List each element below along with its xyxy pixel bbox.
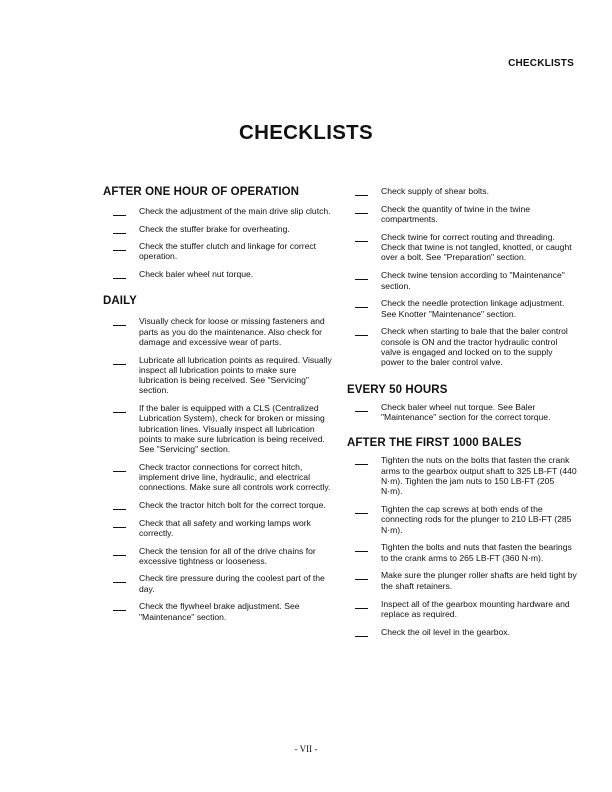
checklist-item bbox=[347, 204, 577, 225]
checklist-item-text: Check baler wheel nut torque. bbox=[139, 269, 254, 280]
checklist-item bbox=[347, 627, 577, 637]
checklist-item-text: Check twine for correct routing and threading. Check that twine is not tangled, knotted, or caught over a bolt. See "Preparation" section. bbox=[381, 231, 572, 263]
checklist-item bbox=[347, 402, 577, 423]
checklist-item-text: Check when starting to bale that the baler control console is ON and the tractor hydraulic control valve is engaged and locked on to the supply power to the baler control valve. bbox=[381, 326, 568, 368]
checklist-item bbox=[103, 546, 335, 567]
checklist-item bbox=[347, 455, 577, 496]
checklist-item bbox=[103, 269, 335, 279]
check-blank bbox=[113, 462, 126, 472]
check-blank bbox=[355, 232, 368, 242]
checklist-item-text: Check tire pressure during the coolest part of the day. bbox=[139, 573, 325, 594]
check-blank bbox=[113, 269, 126, 279]
check-blank bbox=[113, 224, 126, 234]
checklist-item-text: Check twine tension according to "Maintenance" section. bbox=[381, 270, 565, 291]
check-blank bbox=[355, 627, 368, 637]
checklist-item-text: Check the tractor hitch bolt for the correct torque. bbox=[139, 500, 326, 511]
checklist-item-text: Lubricate all lubrication points as required. Visually inspect all lubrication points to make sure lubrication is being received. See "Servicing" section. bbox=[139, 354, 332, 396]
page-number: - VII - bbox=[294, 744, 318, 754]
checklist-item bbox=[103, 500, 335, 510]
checklist-item bbox=[103, 462, 335, 493]
checklist-item bbox=[347, 504, 577, 535]
checklist-item bbox=[103, 355, 335, 396]
check-blank bbox=[113, 403, 126, 413]
checklist-item-text: Check the flywheel brake adjustment. See "Maintenance" section. bbox=[139, 601, 300, 622]
checklist-item-text: Tighten the cap screws at both ends of the connecting rods for the plunger to 210 LB-FT (285 N·m). bbox=[381, 503, 572, 535]
check-blank bbox=[355, 298, 368, 308]
checklist-item-text: Check the stuffer brake for overheating. bbox=[139, 223, 290, 234]
check-blank bbox=[355, 455, 368, 465]
right-column bbox=[347, 186, 577, 644]
checklist-item bbox=[103, 316, 335, 347]
running-header: CHECKLISTS bbox=[508, 58, 574, 69]
checklist-item-text: Visually check for loose or missing fasteners and parts as you do the maintenance. Also check for damage and excessive wear of parts. bbox=[139, 316, 325, 347]
checklist-item-text: Check the tension for all of the drive chains for excessive tightness or looseness. bbox=[139, 545, 316, 566]
check-blank bbox=[113, 500, 126, 510]
checklist-item bbox=[347, 298, 577, 319]
check-blank bbox=[113, 601, 126, 611]
checklist-item-text: Check that all safety and working lamps work correctly. bbox=[139, 517, 311, 538]
check-blank bbox=[113, 573, 126, 583]
check-blank bbox=[355, 270, 368, 280]
checklist-item-text: Check the quantity of twine in the twine compartments. bbox=[381, 203, 531, 225]
checklist-item bbox=[347, 570, 577, 591]
checklist-item-text: Tighten the bolts and nuts that fasten the bearings to the crank arms to 265 LB-FT (360 N·m). bbox=[381, 542, 572, 563]
checklist-item-text: Check the needle protection linkage adjustment. See Knotter "Maintenance" section. bbox=[381, 298, 565, 319]
check-blank bbox=[113, 518, 126, 528]
check-blank bbox=[355, 542, 368, 552]
left-column bbox=[103, 186, 335, 629]
check-blank bbox=[355, 326, 368, 336]
checklist-item bbox=[347, 326, 577, 367]
section-heading-after-one-hour: AFTER ONE HOUR OF OPERATION bbox=[103, 186, 300, 198]
check-blank bbox=[355, 204, 368, 214]
check-blank bbox=[355, 504, 368, 514]
checklist-item bbox=[103, 224, 335, 234]
checklist-item bbox=[103, 601, 335, 622]
checklist-item-text: Make sure the plunger roller shafts are held tight by the shaft retainers. bbox=[381, 570, 577, 591]
checklist-item bbox=[103, 206, 335, 216]
check-blank bbox=[113, 241, 126, 251]
section-heading-daily: DAILY bbox=[103, 295, 137, 308]
checklist-item bbox=[103, 403, 335, 454]
section-heading-every-50-hours: EVERY 50 HOURS bbox=[347, 383, 448, 396]
checklist-item-text: Check the oil level in the gearbox. bbox=[381, 626, 510, 637]
check-blank bbox=[355, 599, 368, 609]
checklist-item bbox=[103, 573, 335, 594]
check-blank bbox=[113, 355, 126, 365]
page-title: CHECKLISTS bbox=[239, 121, 373, 144]
checklist-item bbox=[103, 518, 335, 539]
checklist-item-text: Inspect all of the gearbox mounting hardware and replace as required. bbox=[381, 598, 570, 619]
checklist-item-text: Check tractor connections for correct hitch, implement drive line, hydraulic, and electrical connections. Make sure all controls work correctly. bbox=[139, 461, 331, 493]
check-blank bbox=[113, 546, 126, 556]
checklist-item bbox=[347, 599, 577, 620]
checklist-item bbox=[347, 232, 577, 263]
check-blank bbox=[113, 206, 126, 216]
section-heading-after-first-1000-bales: AFTER THE FIRST 1000 BALES bbox=[347, 437, 522, 450]
checklist-item-text: Tighten the nuts on the bolts that fasten the crank arms to the gearbox output shaft to 325 LB-FT (440 N·m). Tighten the jam nuts to 150 LB-FT (205 N·m). bbox=[381, 455, 577, 497]
check-blank bbox=[355, 402, 368, 412]
checklist-item bbox=[347, 542, 577, 563]
checklist-item bbox=[347, 186, 577, 196]
check-blank bbox=[355, 570, 368, 580]
checklist-item-text: Check the adjustment of the main drive slip clutch. bbox=[139, 206, 331, 216]
checklist-item-text: Check supply of shear bolts. bbox=[381, 186, 489, 196]
check-blank bbox=[355, 186, 368, 196]
checklist-item-text: Check the stuffer clutch and linkage for correct operation. bbox=[139, 241, 317, 262]
checklist-item-text: If the baler is equipped with a CLS (Centralized Lubrication System), check for broken or missing lubrication lines. Visually inspect all lubrication points to make sure lubrication is being received. See "Servicing" section. bbox=[139, 403, 325, 455]
check-blank bbox=[113, 316, 126, 326]
checklist-item bbox=[347, 270, 577, 291]
checklist-item-text: Check baler wheel nut torque. See Baler "Maintenance" section for the correct torque. bbox=[381, 401, 551, 422]
checklist-item bbox=[103, 241, 335, 262]
